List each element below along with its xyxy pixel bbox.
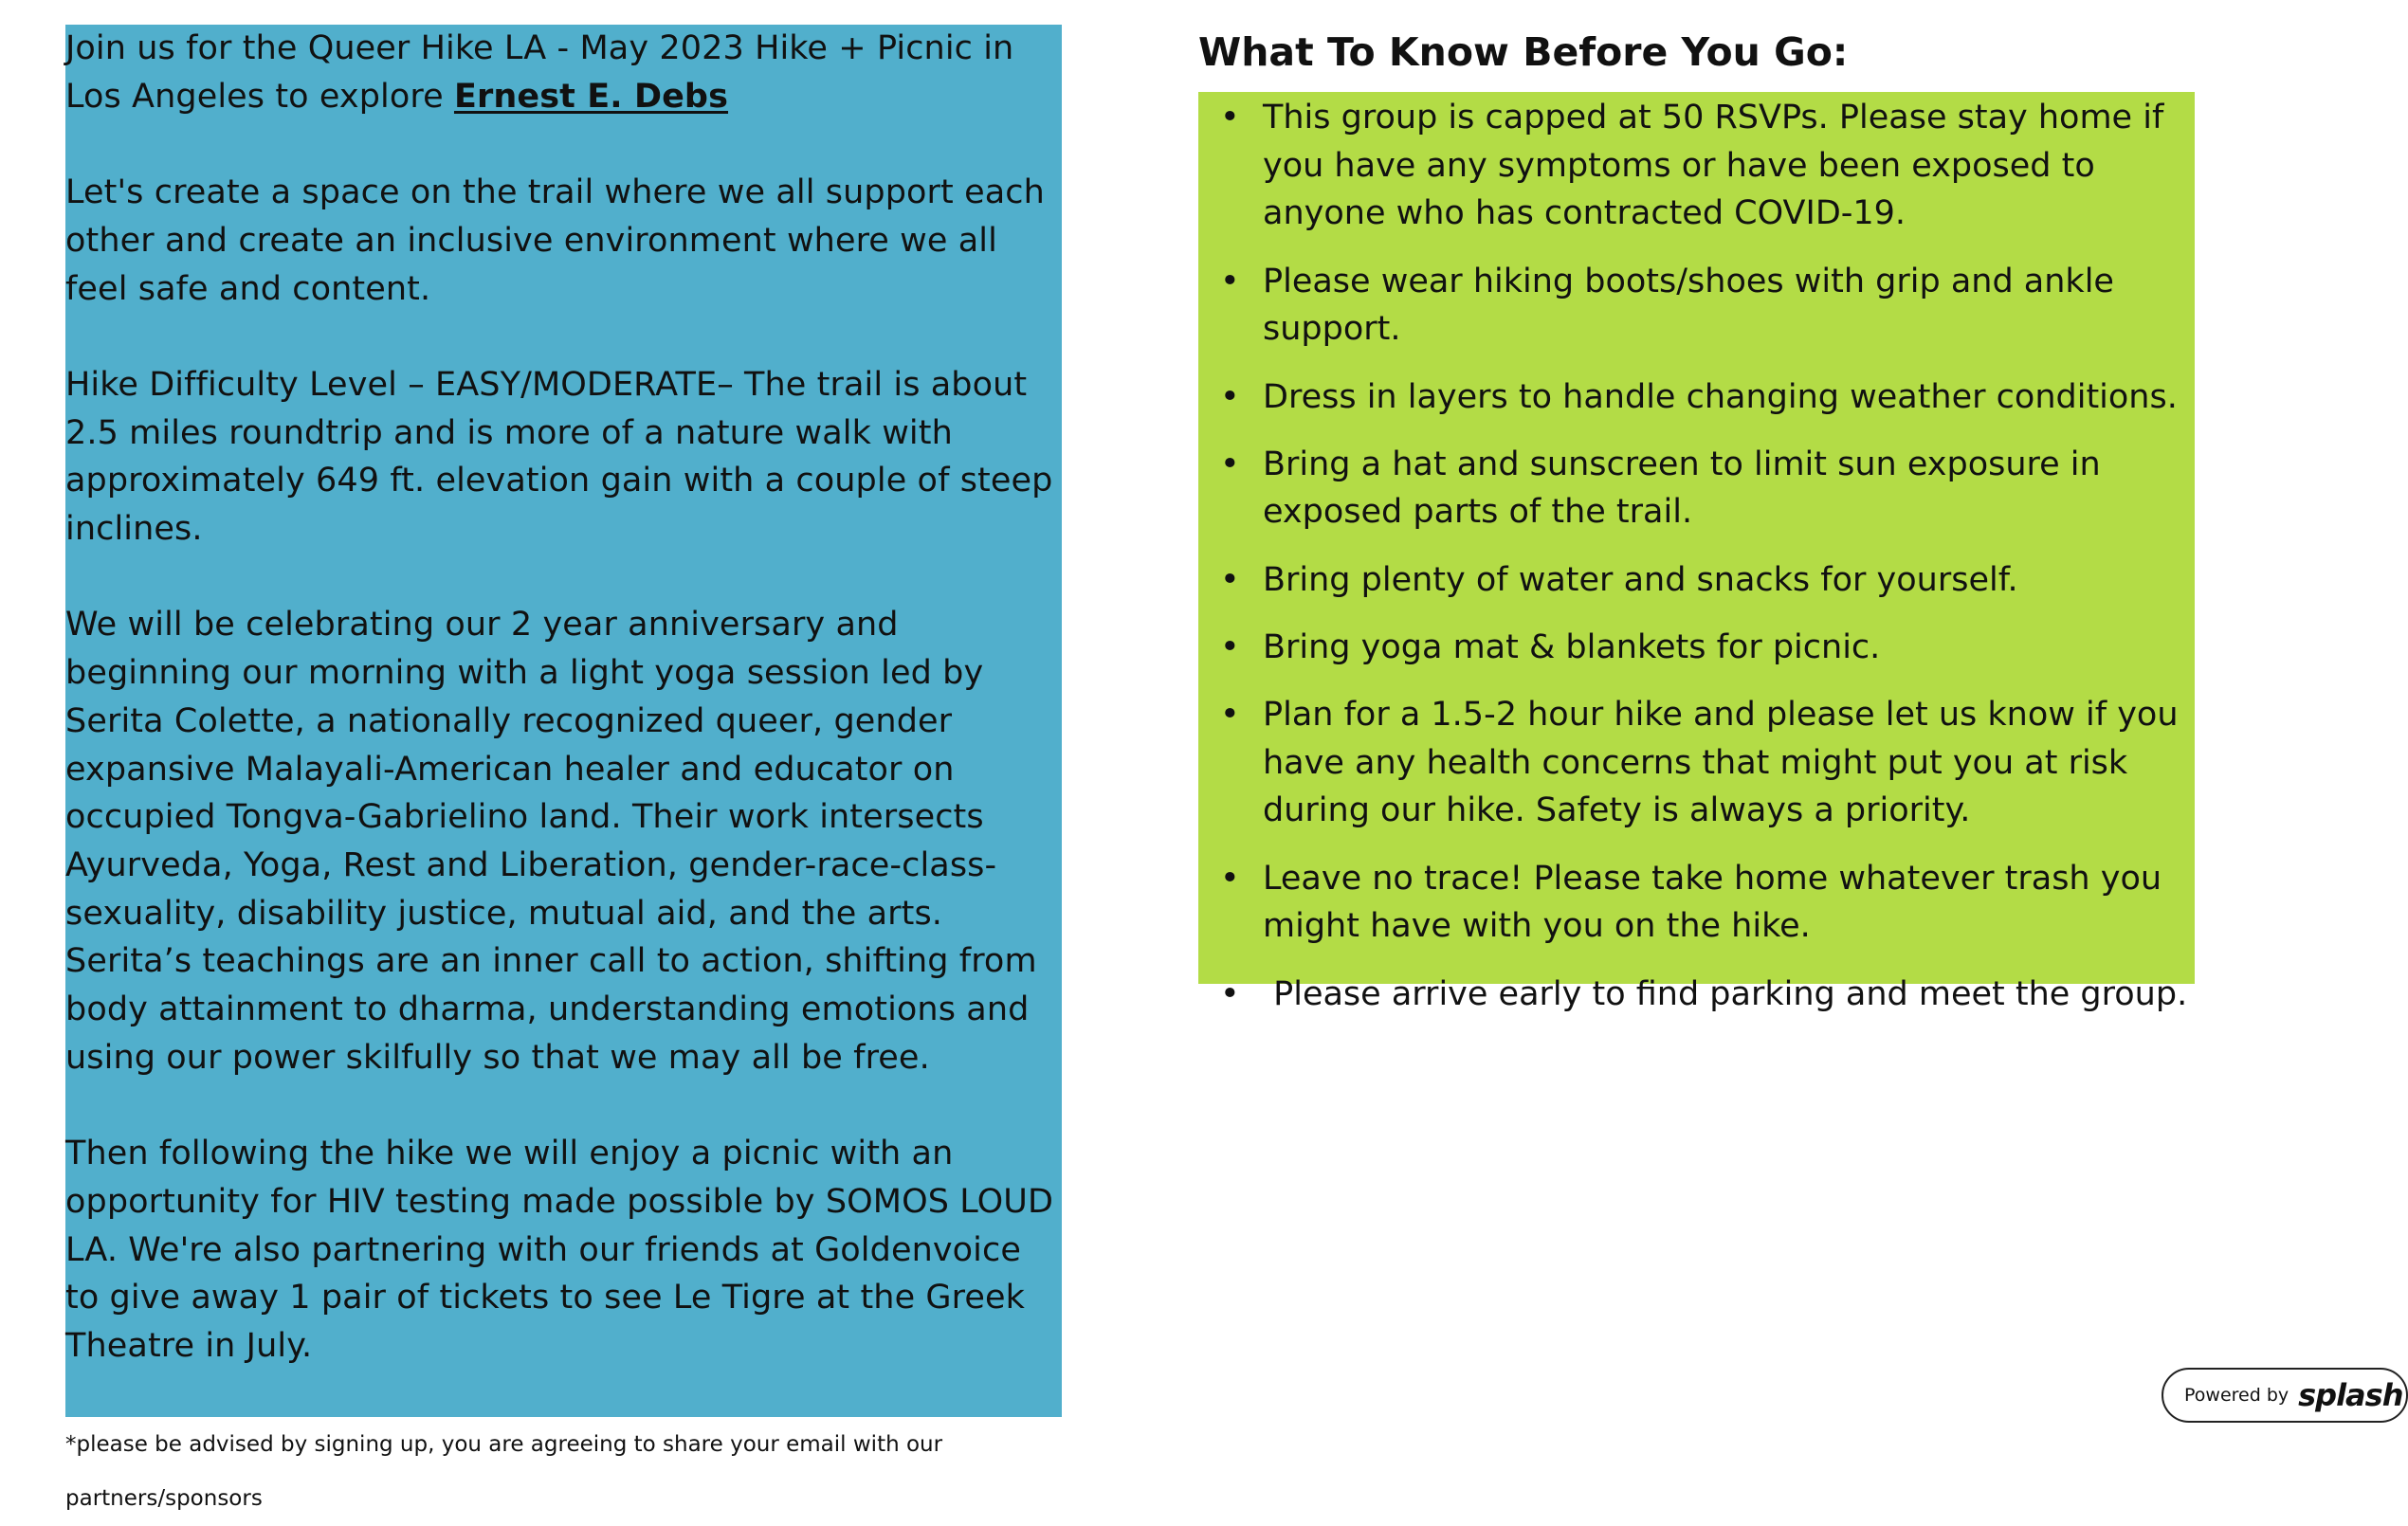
list-item-text: Please wear hiking boots/shoes with grip and ankle support. bbox=[1263, 262, 2114, 349]
know-before-list bbox=[1198, 94, 2195, 1018]
bullet-icon: • bbox=[1220, 445, 1240, 483]
know-before-heading: What To Know Before You Go: bbox=[1198, 29, 1849, 75]
space-paragraph: Let's create a space on the trail where we all support each other and create an inclusive environment where we all feel safe and content. bbox=[65, 173, 1045, 308]
list-item bbox=[1198, 691, 2195, 835]
splash-logo: splash bbox=[2298, 1377, 2403, 1413]
bullet-icon: • bbox=[1220, 262, 1240, 300]
anniversary-paragraph: We will be celebrating our 2 year anniversary and beginning our morning with a light yoga session led by Serita Colette, a nationally recognized queer, gender expansive Malayali-American healer and educator on occupied Tongva-Gabrielino land. Their work intersects Ayurveda, Yoga, Rest and Liberation, gender-race-class-sexuality, disability justice, mutual aid, and the arts. Serita’s teachings are an inner call to action, shifting from body attainment to dharma, understanding emotions and using our power skilfully so that we may all be free. bbox=[65, 606, 1037, 1077]
list-item-text: Plan for a 1.5-2 hour hike and please let us know if you have any health concerns that might put you at risk during our hike. Safety is always a priority. bbox=[1263, 696, 2179, 830]
list-item bbox=[1198, 624, 2195, 672]
disclaimer-text: *please be advised by signing up, you are agreeing to share your email with our partners/sponsors bbox=[65, 1431, 943, 1511]
list-item-text: Dress in layers to handle changing weather conditions. bbox=[1263, 377, 2178, 416]
list-item bbox=[1198, 971, 2195, 1019]
list-item-text: Bring yoga mat & blankets for picnic. bbox=[1263, 627, 1881, 666]
bullet-icon: • bbox=[1220, 560, 1240, 599]
intro-paragraph bbox=[65, 25, 1062, 120]
powered-by-label: Powered by bbox=[2184, 1385, 2289, 1406]
location-link[interactable]: Ernest E. Debs bbox=[453, 77, 729, 116]
list-item-text: Please arrive early to find parking and meet the group. bbox=[1263, 974, 2188, 1013]
bullet-icon: • bbox=[1220, 627, 1240, 666]
list-item bbox=[1198, 373, 2195, 422]
list-item-text: Leave no trace! Please take home whatever trash you might have with you on the hike. bbox=[1263, 859, 2162, 946]
intro-text: Join us for the Queer Hike LA - May 2023 Hike + Picnic in Los Angeles to explore bbox=[65, 29, 1014, 116]
list-item bbox=[1198, 258, 2195, 354]
list-item-text: Bring plenty of water and snacks for yourself. bbox=[1263, 560, 2018, 599]
know-before-panel bbox=[1198, 92, 2195, 1013]
list-item-text: Bring a hat and sunscreen to limit sun exposure in exposed parts of the trail. bbox=[1263, 445, 2101, 532]
list-item bbox=[1198, 556, 2195, 605]
picnic-paragraph: Then following the hike we will enjoy a picnic with an opportunity for HIV testing made possible by SOMOS LOUD LA. We're also partnering with our friends at Goldenvoice to give away 1 pair of tickets to see Le Tigre at the Greek Theatre in July. bbox=[65, 1135, 1054, 1365]
list-item bbox=[1198, 94, 2195, 238]
list-item bbox=[1198, 855, 2195, 951]
list-item-text: This group is capped at 50 RSVPs. Please stay home if you have any symptoms or have been exposed to anyone who has contracted COVID-19. bbox=[1263, 99, 2164, 233]
bullet-icon: • bbox=[1220, 859, 1240, 898]
bullet-icon: • bbox=[1220, 377, 1240, 416]
bullet-icon: • bbox=[1220, 696, 1240, 735]
powered-by-badge[interactable] bbox=[2162, 1368, 2408, 1423]
event-description-panel bbox=[65, 25, 1062, 1511]
difficulty-paragraph: Hike Difficulty Level – EASY/MODERATE– The trail is about 2.5 miles roundtrip and is more of a nature walk with approximately 649 ft. elevation gain with a couple of steep inclines. bbox=[65, 365, 1053, 548]
bullet-icon: • bbox=[1220, 974, 1240, 1013]
bullet-icon: • bbox=[1220, 99, 1240, 136]
list-item bbox=[1198, 441, 2195, 536]
